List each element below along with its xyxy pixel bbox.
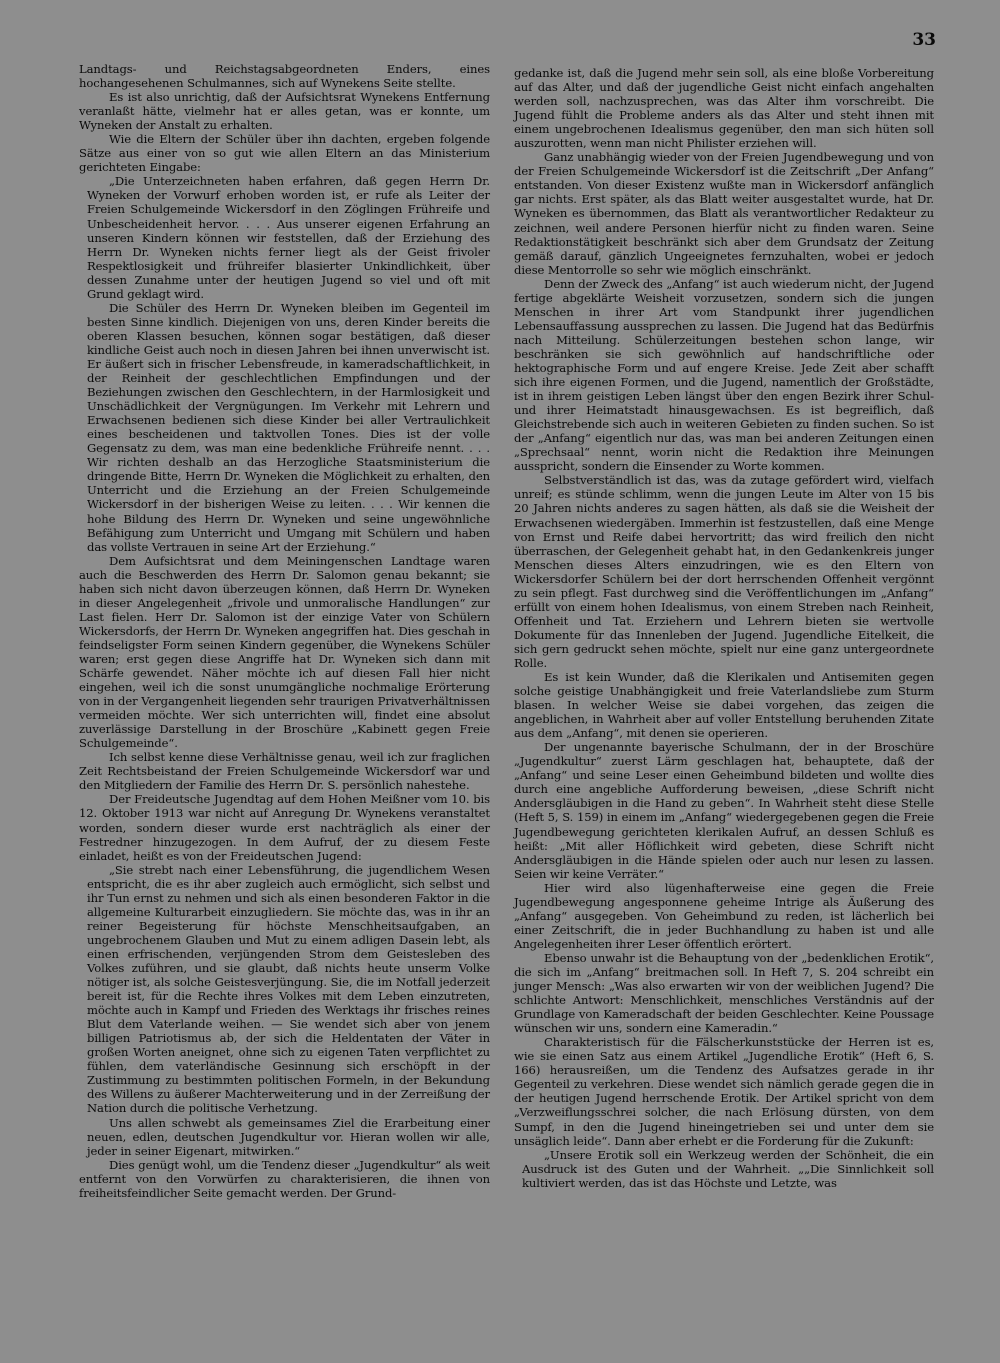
quoted-passage [79, 863, 490, 1116]
page-number: 33 [912, 30, 936, 50]
paragraph: Selbstverständlich ist das, was da zutage gefördert wird, vielfach unreif; es stünde schlimm, wenn die jungen Leute im Alter von 15 bis 20 Jahren nichts anderes zu sagen hätten, als daß sie die Weisheit der Erwachsenen wiedergäben. Immerhin ist festzustellen, daß eine Menge von Ernst und Reife dabei hervortritt; das wird freilich den nicht überraschen, der Gelegenheit gehabt hat, in den Gedankenkreis junger Menschen dieses Alters einzudringen, wie es den Eltern von Wickersdorfer Schülern bei der dort herrschenden Offenheit vergönnt zu sein pflegt. Fast durchweg sind die Veröffentlichungen im „Anfang“ erfüllt von einem hohen Idealismus, von einem Streben nach Reinheit, Offenheit und Tat. Erziehern und Lehrern bieten sie wertvolle Dokumente für das Innenleben der Jugend. Jugendliche Eitelkeit, die sich gern gedruckt sehen möchte, spielt nur eine ganz untergeordnete Rolle. [514, 473, 934, 670]
paragraph: „Unsere Erotik soll ein Werkzeug werden der Schönheit, die ein Ausdruck ist des Guten und der Wahrheit. „„Die Sinnlichkeit soll kultiviert werden, das ist das Höchste und Letzte, was [522, 1147, 934, 1190]
paragraph: Der Freideutsche Jugendtag auf dem Hohen Meißner vom 10. bis 12. Oktober 1913 war nicht auf Anregung Dr. Wynekens veranstaltet worden, sondern dieser wurde erst nachträglich als einer der Festredner hinzugezogen. In dem Aufruf, der zu diesem Feste einladet, heißt es von der Freideutschen Jugend: [79, 792, 490, 863]
paragraph: gedanke ist, daß die Jugend mehr sein soll, als eine bloße Vorbereitung auf das Alter, und daß der jugendliche Geist nicht einfach angehalten werden soll, nachzusprechen, was das Alter ihm vorschreibt. Die Jugend fühlt die Probleme anders als das Alter und steht ihnen mit einem ungebrochenen Idealismus gegenüber, den man sich hüten soll auszurotten, wenn man nicht Philister erziehen will. [514, 66, 934, 151]
paragraph: Die Schüler des Herrn Dr. Wyneken bleiben im Gegenteil im besten Sinne kindlich. Diejenigen von uns, deren Kinder bereits die oberen Klassen besuchen, können sogar bestätigen, daß dieser kindliche Geist auch noch in diesen Jahren bei ihnen unverwischt ist. Er äußert sich in frischer Lebensfreude, in kameradschaftlichkeit, in der Reinheit der geschlechtlichen Empfindungen und der Beziehungen zwischen den Geschlechtern, in der Harmlosigkeit und Unschädlichkeit der Vergnügungen. Im Verkehr mit Lehrern und Erwachsenen bedienen sich diese Kinder bei aller Vertraulichkeit eines bescheidenen und taktvollen Tones. Dies ist der volle Gegensatz zu dem, was man eine bedenkliche Frühreife nennt. . . . Wir richten deshalb an das Herzogliche Staatsministerium die dringende Bitte, Herrn Dr. Wyneken die Möglichkeit zu erhalten, den Unterricht und die Erziehung an der Freien Schulgemeinde Wickersdorf in der bisherigen Weise zu leiten. . . . Wir kennen die hohe Bildung des Herrn Dr. Wyneken und seine ungewöhnliche Befähigung zum Unterricht und Umgang mit Schülern und haben das vollste Vertrauen in seine Art der Erziehung.“ [87, 300, 490, 554]
paragraph: Ebenso unwahr ist die Behauptung von der „bedenklichen Erotik“, die sich im „Anfang“ breitmachen soll. In Heft 7, S. 204 schreibt ein junger Mensch: „Was also erwarten wir von der weiblichen Jugend? Die schlichte Antwort: Menschlichkeit, menschliches Verständnis auf der Grundlage von Kameradschaft der beiden Geschlechter. Keine Poussage wünschen wir uns, sondern eine Kameradin.“ [514, 950, 934, 1036]
paragraph: Es ist also unrichtig, daß der Aufsichtsrat Wynekens Entfernung veranlaßt hätte, vielmehr hat er alles getan, was er konnte, um Wyneken der Anstalt zu erhalten. [79, 90, 490, 133]
paragraph: Hier wird also lügenhafterweise eine gegen die Freie Jugendbewegung angesponnene geheime Intrige als Äußerung des „Anfang“ ausgegeben. Von Geheimbund zu reden, ist lächerlich bei einer Zeitschrift, die in jeder Buchhandlung zu haben ist und alle Angelegenheiten ihrer Leser öffentlich erörtert. [514, 880, 934, 951]
paragraph: Wie die Eltern der Schüler über ihn dachten, ergeben folgende Sätze aus einer von so gut wie allen Eltern an das Ministerium gerichteten Eingabe: [79, 132, 490, 175]
left-column [79, 62, 490, 1200]
paragraph: Dies genügt wohl, um die Tendenz dieser „Jugendkultur“ als weit entfernt von den Vorwürfen zu charakterisieren, die ihnen von freiheitsfeindlicher Seite gemacht werden. Der Grund- [79, 1157, 490, 1200]
paragraph: Dem Aufsichtsrat und dem Meiningenschen Landtage waren auch die Beschwerden des Herrn Dr. Salomon genau bekannt; sie haben sich nicht davon überzeugen können, daß Herrn Dr. Wyneken in dieser Angelegenheit „frivole und unmoralische Handlungen“ zur Last fielen. Herr Dr. Salomon ist der einzige Vater von Schülern Wickersdorfs, der Herrn Dr. Wyneken angegriffen hat. Dies geschah in feindseligster Form seinen Kindern gegenüber, die Wynekens Schüler waren; erst gegen diese Angriffe hat Dr. Wyneken sich dann mit Schärfe gewendet. Näher möchte ich auf diesen Fall hier nicht eingehen, weil ich die sonst unumgängliche nochmalige Erörterung von in der Vergangenheit liegenden sehr traurigen Privatverhältnissen vermeiden möchte. Wer sich unterrichten will, findet eine absolut zuverlässige Darstellung in der Broschüre „Kabinett gegen Freie Schulgemeinde“. [79, 553, 490, 751]
quoted-passage [79, 1116, 490, 1158]
paragraph: Der ungenannte bayerische Schulmann, der in der Broschüre „Jugendkultur“ zuerst Lärm geschlagen hat, behauptete, daß der „Anfang“ und seine Leser einen Geheimbund bildeten und wollte dies durch eine angebliche Aufforderung beweisen, „diese Schrift nicht Andersgläubigen in die Hand zu geben“. In Wahrheit steht diese Stelle (Heft 5, S. 159) in einem im „Anfang“ wiedergegebenen gegen die Freie Jugendbewegung gerichteten klerikalen Aufruf, an dessen Schluß es heißt: „Mit aller Höflichkeit wird gebeten, diese Schrift nicht Andersgläubigen in die Hände spielen oder auch nur lesen zu lassen. Seien wir keine Verräter.“ [514, 740, 934, 881]
paragraph: „Sie strebt nach einer Lebensführung, die jugendlichem Wesen entspricht, die es ihr aber zugleich auch ermöglicht, sich selbst und ihr Tun ernst zu nehmen und sich als einen besonderen Faktor in die allgemeine Kulturarbeit einzugliedern. Sie möchte das, was in ihr an reiner Begeisterung für höchste Menschheitsaufgaben, an ungebrochenem Glauben und Mut zu einem adligen Dasein lebt, als einen erfrischenden, verjüngenden Strom dem Geistesleben des Volkes zuführen, und sie glaubt, daß nichts heute unserm Volke nötiger ist, als solche Geistesverjüngung. Sie, die im Notfall jederzeit bereit ist, für die Rechte ihres Volkes mit dem Leben einzutreten, möchte auch in Kampf und Frieden des Werktags ihr frisches reines Blut dem Vaterlande weihen. — Sie wendet sich aber von jenem billigen Patriotismus ab, der sich die Heldentaten der Väter in großen Worten aneignet, ohne sich zu eigenen Taten verpflichtet zu fühlen, dem vaterländische Gesinnung sich erschöpft in der Zustimmung zu bestimmten politischen Formeln, in der Bekundung des Willens zu äußerer Machterweiterung und in der Zerreißung der Nation durch die politische Verhetzung. [87, 862, 490, 1116]
paragraph: Ich selbst kenne diese Verhältnisse genau, weil ich zur fraglichen Zeit Rechtsbeistand der Freien Schulgemeinde Wickersdorf war und den Mitgliedern der Familie des Herrn Dr. S. persönlich nahestehe. [79, 750, 490, 793]
right-column [514, 66, 934, 1190]
paragraph: Landtags- und Reichstagsabgeordneten Enders, eines hochangesehenen Schulmannes, sich auf Wynekens Seite stellte. [79, 62, 490, 91]
paragraph: Uns allen schwebt als gemeinsames Ziel die Erarbeitung einer neuen, edlen, deutschen Jugendkultur vor. Hieran wollen wir alle, jeder in seiner Eigenart, mitwirken.“ [87, 1115, 490, 1158]
quoted-passage [514, 1148, 934, 1190]
quoted-passage [79, 301, 490, 554]
quoted-passage [79, 174, 490, 300]
paragraph: Charakteristisch für die Fälscherkunststücke der Herren ist es, wie sie einen Satz aus einem Artikel „Jugendliche Erotik“ (Heft 6, S. 166) herausreißen, um die Tendenz des Aufsatzes gerade in ihr Gegenteil zu verkehren. Diese wendet sich nämlich gerade gegen die in der heutigen Jugend herrschende Erotik. Der Artikel spricht von dem „Verzweiflungsschrei solcher, die nach Erlösung dürsten, von dem Sumpf, in den die Jugend hineingetrieben sei und unter dem sie unsäglich leide“. Dann aber erhebt er die Forderung für die Zukunft: [514, 1035, 934, 1148]
paragraph: Denn der Zweck des „Anfang“ ist auch wiederum nicht, der Jugend fertige abgeklärte Weisheit vorzusetzen, sondern sich die jungen Menschen in ihrer Art vom Standpunkt ihrer jugendlichen Lebensauffassung aussprechen zu lassen. Die Jugend hat das Bedürfnis nach Mitteilung. Schülerzeitungen bestehen schon lange, wir beschränken sie sich gewöhnlich auf handschriftliche oder hektographische Form und auf engere Kreise. Jede Zeit aber schafft sich ihre eigenen Formen, und die Jugend, namentlich der Großstädte, ist in ihrem geistigen Leben längst über den engen Bezirk ihrer Schul- und ihrer Heimatstadt hinausgewachsen. Es ist begreiflich, daß Gleichstrebende sich auch in weiteren Gebieten zu finden suchen. So ist der „Anfang“ eigentlich nur das, was man bei anderen Zeitungen einen „Sprechsaal“ nennt, worin nicht die Redaktion ihre Meinungen ausspricht, sondern die Einsender zu Worte kommen. [514, 276, 934, 474]
paragraph: Ganz unabhängig wieder von der Freien Jugendbewegung und von der Freien Schulgemeinde Wickersdorf ist die Zeitschrift „Der Anfang“ entstanden. Von dieser Existenz wußte man in Wickersdorf anfänglich gar nichts. Erst später, als das Blatt weiter ausgestaltet wurde, hat Dr. Wyneken es übernommen, das Blatt als verantwortlicher Redakteur zu zeichnen, weil andere Personen hierfür nicht zu finden waren. Seine Redaktionstätigkeit beschränkt sich aber dem Grundsatz der Zeitung gemäß darauf, gänzlich Ungeeignetes fernzuhalten, wobei er jedoch diese Mentorrolle so sehr wie möglich einschränkt. [514, 150, 934, 277]
paragraph: „Die Unterzeichneten haben erfahren, daß gegen Herrn Dr. Wyneken der Vorwurf erhoben worden ist, er rufe als Leiter der Freien Schulgemeinde Wickersdorf in den Zöglingen Frühreife und Unbescheidenheit hervor. . . . Aus unserer eigenen Erfahrung an unseren Kindern können wir feststellen, daß der Erziehung des Herrn Dr. Wyneken nichts ferner liegt als der Geist frivoler Respektlosigkeit und frühreifer blasierter Unkindlichkeit, über dessen Zunahme unter der heutigen Jugend so viel und oft mit Grund geklagt wird. [87, 174, 490, 301]
paragraph: Es ist kein Wunder, daß die Klerikalen und Antisemiten gegen solche geistige Unabhängigkeit und freie Vaterlandsliebe zum Sturm blasen. In welcher Weise sie dabei vorgehen, das zeigen die angeblichen, in Wahrheit aber auf voller Entstellung beruhenden Zitate aus dem „Anfang“, mit denen sie operieren. [514, 670, 934, 741]
